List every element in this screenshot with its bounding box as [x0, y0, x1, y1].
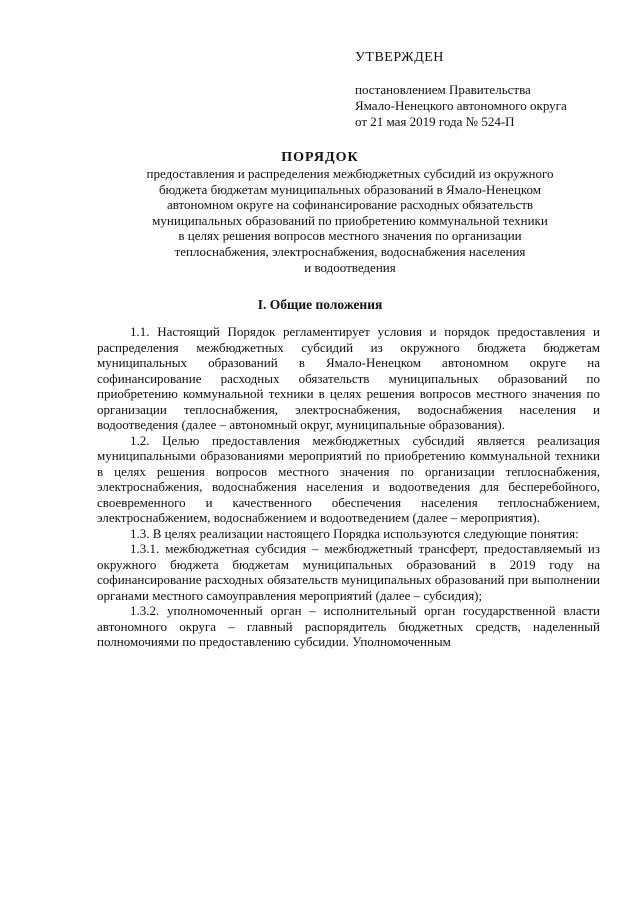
subtitle-line: теплоснабжения, электроснабжения, водоснабжения населения: [174, 243, 526, 259]
subtitle-line: и водоотведения: [304, 259, 396, 275]
paragraph: 1.2. Целью предоставления межбюджетных субсидий является реализация муниципальными образованиями мероприятий по приобретению коммунальной техники в целях решения вопросов местного значения по организации теплоснабжения, электроснабжения, водоснабжения населения и водоотведения для бесперебойного, своевременного и качественного обеспечения населения теплоснабжением, электроснабжением, водоснабжением и водоотведением (далее – мероприятия).: [97, 432, 600, 525]
document-subtitle: [100, 166, 600, 275]
subtitle-line: бюджета бюджетам муниципальных образований в Ямало-Ненецком: [158, 181, 542, 197]
approval-line: постановлением Правительства: [355, 82, 531, 97]
approval-line: от 21 мая 2019 года № 524-П: [355, 114, 515, 129]
approval-line: Ямало-Ненецкого автономного округа: [355, 98, 567, 113]
subtitle-line: предоставления и распределения межбюджетных субсидий из окружного: [146, 166, 554, 181]
paragraph: 1.3.1. межбюджетная субсидия – межбюджетный трансферт, предоставляемый из окружного бюджета бюджетам муниципальных образований в 2019 году на софинансирование расходных обязательств муниципальных образований при выполнении органами местного самоуправления мероприятий (далее – субсидия);: [97, 541, 600, 603]
approval-heading: УТВЕРЖДЕН: [355, 50, 444, 65]
paragraph: 1.3. В целях реализации настоящего Порядка используются следующие понятия:: [130, 525, 579, 541]
paragraph: 1.1. Настоящий Порядок регламентирует условия и порядок предоставления и распределения межбюджетных субсидий из окружного бюджета бюджетам муниципальных образований в Ямало-Ненецком автономном округе на софинансирование расходных обязательств муниципальных образований по приобретению коммунальной техники в целях решения вопросов местного значения по организации теплоснабжения, электроснабжения, водоснабжения населения и водоотведения (далее – автономный округ, муниципальные образования).: [97, 324, 600, 432]
subtitle-line: муниципальных образований по приобретению коммунальной техники: [152, 212, 548, 228]
section-heading: I. Общие положения: [257, 297, 383, 312]
subtitle-line: в целях решения вопросов местного значения по организации: [178, 228, 522, 244]
subtitle-line: автономном округе на софинансирование расходных обязательств: [166, 197, 534, 213]
paragraph: 1.3.2. уполномоченный орган – исполнительный орган государственной власти автономного округа – главный распорядитель бюджетных средств, наделенный полномочиями по предоставлению субсидии. Уполномоченным: [97, 603, 600, 649]
document-title: ПОРЯДОК: [281, 150, 359, 165]
body-text: [97, 324, 600, 650]
